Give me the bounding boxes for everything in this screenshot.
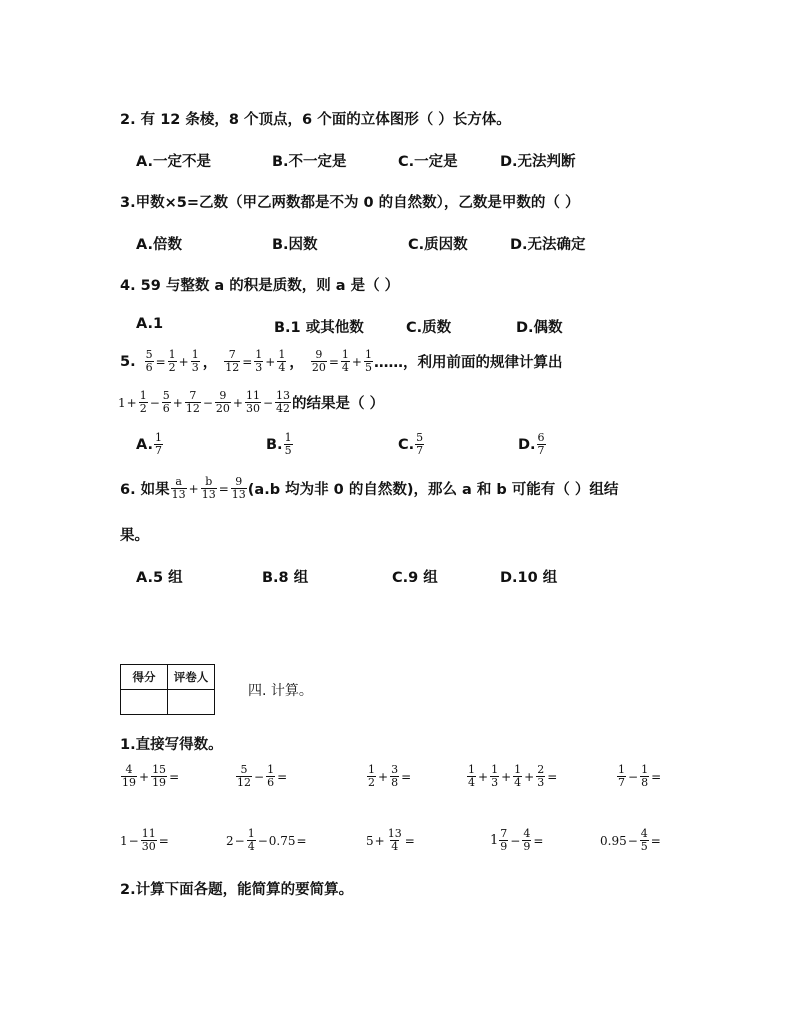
fraction: 7 9: [500, 827, 508, 853]
question-5-line2: 1 + $\frac{1}{2}$ − $\frac{5}{6}$ + $\frac{7}{12}$ − $\frac{9}{20}$ + $\frac{11}{30}$ − $\frac{13}{42}$ 的结果是（ ）: [118, 389, 385, 415]
q5-number: 5.: [120, 353, 136, 370]
calc-2-title: 2.计算下面各题，能简算的要简算。: [120, 882, 354, 898]
fraction: $\frac{1}{3}$: [191, 348, 199, 374]
question-4-stem: 4. 59 与整数 a 的积是质数，则 a 是（ ）: [120, 278, 400, 294]
fraction: $\frac{4}{5}$: [640, 827, 648, 853]
q5-tail: ……，利用前面的规律计算出: [373, 355, 563, 371]
q5-expr-tail: 的结果是（ ）: [292, 396, 385, 412]
q5-option-b: B. 1 5: [266, 431, 292, 457]
fraction: $\frac{5}{6}$: [162, 389, 170, 415]
q5-option-d: D. 6 7: [518, 431, 545, 457]
q5-option-c: C. 5 7: [398, 431, 424, 457]
fraction: $\frac{11}{30}$: [141, 827, 156, 853]
fraction: $\frac{1}{4}$: [278, 348, 286, 374]
q6-option-a: A.5 组: [136, 570, 183, 586]
fraction: $\frac{9}{13}$: [231, 475, 246, 501]
question-6-line2: 果。: [120, 528, 149, 544]
calc-item-6: 1 − $\frac{11}{30}$ =: [120, 827, 169, 853]
q3-option-d: D.无法确定: [510, 237, 586, 253]
q6-option-d: D.10 组: [500, 570, 558, 586]
q6-option-c: C.9 组: [392, 570, 438, 586]
question-2-stem: 2. 有 12 条棱，8 个顶点，6 个面的立体图形（ ）长方体。: [120, 112, 511, 128]
section-4-title: 四. 计算。: [248, 683, 313, 699]
fraction: $\frac{5}{6}$: [145, 348, 153, 374]
q2-option-a: A.一定不是: [136, 154, 211, 170]
q3-option-a: A.倍数: [136, 237, 182, 253]
fraction: $\frac{4}{9}$: [523, 827, 531, 853]
fraction: $\frac{1}{6}$: [267, 763, 275, 789]
score-table: [120, 664, 215, 715]
calc-item-4: 1 4 + $\frac{1}{3}$ + $\frac{1}{4}$ + $\frac{2}{3}$ =: [468, 763, 558, 789]
calc-item-3: 1 2 + $\frac{3}{8}$ =: [368, 763, 412, 789]
fraction: $\frac{b}{13}$: [201, 475, 216, 501]
fraction: $\frac{1}{4}$: [247, 827, 255, 853]
fraction: $\frac{1}{4}$: [341, 348, 349, 374]
question-6-line1: 6. 如果 a 13 + $\frac{b}{13}$ = $\frac{9}{13}$ (a.b 均为非 0 的自然数)，那么 a 和 b 可能有（ ）组结: [120, 475, 619, 501]
fraction: 5 7: [416, 431, 424, 457]
q4-option-a: A.1: [136, 316, 164, 332]
fraction: $\frac{2}{3}$: [537, 763, 545, 789]
question-5-line1: 5. $\frac{5}{6}$ = $\frac{1}{2}$ + $\frac{1}{3}$ ， $\frac{7}{12}$ = $\frac{1}{3}$ + $\frac{1}{4}$ ， $\frac{9}{20}$ = $\frac{1}{4}$ + $\frac{1}{5}$ ……，利用前面的规律计算出: [120, 348, 563, 374]
q2-option-d: D.无法判断: [500, 154, 576, 170]
q6-option-b: B.8 组: [262, 570, 309, 586]
fraction: $\frac{9}{20}$: [215, 389, 230, 415]
fraction: $\frac{3}{8}$: [391, 763, 399, 789]
fraction: $\frac{13}{42}$: [276, 389, 291, 415]
fraction: $\frac{9}{20}$: [311, 348, 326, 374]
fraction: $\frac{7}{12}$: [185, 389, 200, 415]
calc-item-8: 5 + $\frac{13}{4}$ =: [366, 827, 415, 853]
fraction: $\frac{1}{8}$: [641, 763, 649, 789]
calc-item-5: 1 7 − $\frac{1}{8}$ =: [618, 763, 662, 789]
fraction: 1 4: [468, 763, 475, 789]
fraction: 1 2: [368, 763, 375, 789]
fraction: 4 19: [122, 763, 136, 789]
grader-cell: [168, 690, 215, 715]
fraction: $\frac{1}{2}$: [139, 389, 147, 415]
q3-option-c: C.质因数: [408, 237, 468, 253]
fraction: 6 7: [537, 431, 545, 457]
fraction: $\frac{1}{3}$: [255, 348, 263, 374]
question-3-stem: 3.甲数×5=乙数（甲乙两数都是不为 0 的自然数），乙数是甲数的（ ）: [120, 195, 580, 211]
q4-option-b: B.1 或其他数: [274, 320, 364, 336]
fraction: a 13: [171, 475, 186, 501]
q2-option-c: C.一定是: [398, 154, 458, 170]
fraction: 1 7: [618, 763, 625, 789]
fraction: $\frac{13}{4}$: [387, 827, 402, 853]
q4-option-c: C.质数: [406, 320, 452, 336]
fraction: $\frac{1}{2}$: [168, 348, 176, 374]
fraction: 1 5: [284, 431, 292, 457]
score-cell: [121, 690, 168, 715]
fraction: $\frac{7}{12}$: [225, 348, 240, 374]
calc-1-title: 1.直接写得数。: [120, 737, 223, 753]
q2-option-b: B.不一定是: [272, 154, 347, 170]
grader-header: 评卷人: [168, 665, 215, 690]
score-header: 得分: [121, 665, 168, 690]
fraction: 1 7: [155, 431, 162, 457]
calc-item-7: 2 − $\frac{1}{4}$ − 0.75 =: [226, 827, 307, 853]
calc-item-1: 4 19 + $\frac{15}{19}$ =: [122, 763, 180, 789]
fraction: 5 12: [237, 763, 251, 789]
q4-option-d: D.偶数: [516, 320, 563, 336]
fraction: $\frac{1}{4}$: [514, 763, 522, 789]
fraction: $\frac{1}{3}$: [491, 763, 499, 789]
q3-option-b: B.因数: [272, 237, 318, 253]
fraction: $\frac{15}{19}$: [152, 763, 167, 789]
calc-item-9: 1 7 9 − $\frac{4}{9}$ =: [490, 827, 544, 853]
calc-item-10: 0.95 − $\frac{4}{5}$ =: [600, 827, 661, 853]
q5-option-a: A. 1 7: [136, 431, 162, 457]
fraction: $\frac{11}{30}$: [245, 389, 260, 415]
calc-item-2: 5 12 − $\frac{1}{6}$ =: [237, 763, 288, 789]
fraction: $\frac{1}{5}$: [364, 348, 372, 374]
